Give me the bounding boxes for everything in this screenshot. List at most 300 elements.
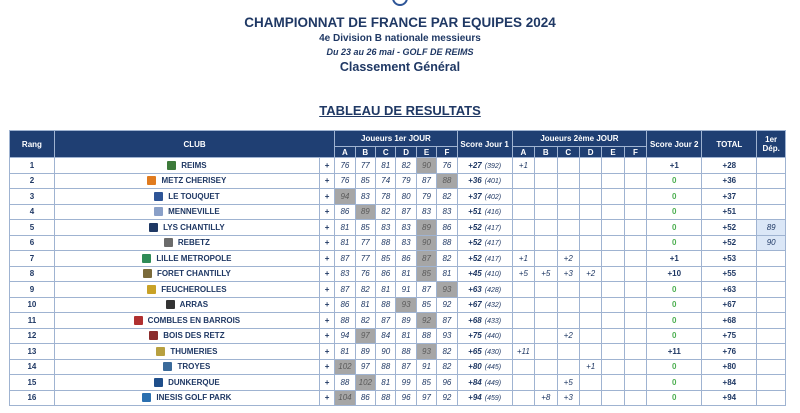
col-player-day2-e: E xyxy=(602,147,624,158)
score-cell: 83 xyxy=(335,266,355,282)
score-cell: 97 xyxy=(355,359,375,375)
day2-score-cell xyxy=(579,328,601,344)
total-cell: +67 xyxy=(702,297,757,313)
day2-score-cell xyxy=(557,235,579,251)
day2-score-cell xyxy=(602,158,624,174)
club-cell xyxy=(54,266,319,282)
depart-cell xyxy=(757,375,786,391)
score-cell: 84 xyxy=(376,328,396,344)
club-logo-icon xyxy=(143,269,152,278)
club-name: LILLE METROPOLE xyxy=(156,253,232,263)
score-cell: 85 xyxy=(355,173,375,189)
depart-cell xyxy=(757,158,786,174)
depart-cell xyxy=(757,173,786,189)
day2-score-cell xyxy=(624,266,646,282)
rank-cell: 16 xyxy=(10,390,55,406)
score-jour1-strokes: (392) xyxy=(484,162,502,170)
dropped-score-cell: 97 xyxy=(355,328,375,344)
depart-cell xyxy=(757,313,786,329)
score-jour1-strokes: (402) xyxy=(484,193,502,201)
expand-button[interactable]: + xyxy=(319,390,334,406)
rank-cell: 15 xyxy=(10,375,55,391)
club-cell xyxy=(54,359,319,375)
score-cell: 76 xyxy=(335,173,355,189)
expand-button[interactable]: + xyxy=(319,158,334,174)
day2-score-cell xyxy=(579,158,601,174)
col-score-jour1: Score Jour 1 xyxy=(457,131,512,158)
day2-score-cell xyxy=(535,158,557,174)
score-cell: 81 xyxy=(396,328,416,344)
day2-score-cell xyxy=(512,235,534,251)
score-jour1-value: +27 xyxy=(468,160,482,170)
day2-score-cell xyxy=(624,173,646,189)
expand-button[interactable]: + xyxy=(319,328,334,344)
total-cell: +52 xyxy=(702,220,757,236)
day2-score-cell xyxy=(535,359,557,375)
rank-cell: 7 xyxy=(10,251,55,267)
score-cell: 92 xyxy=(437,390,457,406)
club-cell xyxy=(54,344,319,360)
day2-score-cell xyxy=(535,251,557,267)
expand-button[interactable]: + xyxy=(319,251,334,267)
score-jour1-strokes: (459) xyxy=(484,395,502,403)
col-player-day1-a: A xyxy=(335,147,355,158)
club-logo-icon xyxy=(149,223,158,232)
table-row xyxy=(10,313,786,329)
score-jour2-cell: 0 xyxy=(647,375,702,391)
depart-cell xyxy=(757,390,786,406)
score-jour2-cell: 0 xyxy=(647,359,702,375)
day2-score-cell xyxy=(512,282,534,298)
day2-score-cell xyxy=(602,189,624,205)
dropped-score-cell: 93 xyxy=(396,297,416,313)
club-cell xyxy=(54,189,319,205)
score-cell: 86 xyxy=(335,297,355,313)
day2-score-cell xyxy=(557,173,579,189)
score-jour2-cell: 0 xyxy=(647,220,702,236)
score-jour1-value: +37 xyxy=(468,191,482,201)
club-cell xyxy=(54,313,319,329)
score-cell: 91 xyxy=(416,359,436,375)
col-score-jour2: Score Jour 2 xyxy=(647,131,702,158)
col-joueurs-jour2: Joueurs 2ème JOUR xyxy=(512,131,647,147)
score-cell: 82 xyxy=(396,158,416,174)
club-cell xyxy=(54,390,319,406)
club-logo-icon xyxy=(154,207,163,216)
expand-button[interactable]: + xyxy=(319,266,334,282)
score-jour1-value: +52 xyxy=(468,222,482,232)
day2-score-cell xyxy=(602,313,624,329)
day2-score-cell xyxy=(624,344,646,360)
score-cell: 82 xyxy=(376,204,396,220)
dropped-score-cell: 92 xyxy=(416,313,436,329)
table-row xyxy=(10,204,786,220)
club-logo-icon xyxy=(156,347,165,356)
col-player-day2-d: D xyxy=(579,147,601,158)
day2-score-cell xyxy=(579,390,601,406)
score-cell: 74 xyxy=(376,173,396,189)
score-cell: 76 xyxy=(335,158,355,174)
expand-button[interactable]: + xyxy=(319,204,334,220)
score-jour2-cell: 0 xyxy=(647,189,702,205)
club-cell xyxy=(54,173,319,189)
dropped-score-cell: 102 xyxy=(335,359,355,375)
table-row xyxy=(10,158,786,174)
day2-score-cell xyxy=(579,251,601,267)
day2-score-cell xyxy=(512,173,534,189)
score-cell: 86 xyxy=(376,266,396,282)
score-cell: 88 xyxy=(376,390,396,406)
day2-score-cell xyxy=(624,297,646,313)
col-club: CLUB xyxy=(54,131,334,158)
day2-score-cell xyxy=(602,251,624,267)
day2-score-cell: +1 xyxy=(579,359,601,375)
dropped-score-cell: 87 xyxy=(416,251,436,267)
dropped-score-cell: 90 xyxy=(416,235,436,251)
club-logo-icon xyxy=(147,285,156,294)
day2-score-cell xyxy=(579,313,601,329)
table-row xyxy=(10,359,786,375)
dropped-score-cell: 102 xyxy=(355,375,375,391)
club-name: LE TOUQUET xyxy=(168,191,220,201)
dropped-score-cell: 88 xyxy=(437,173,457,189)
score-jour2-cell: 0 xyxy=(647,204,702,220)
day2-score-cell xyxy=(557,344,579,360)
score-cell: 91 xyxy=(396,282,416,298)
score-cell: 99 xyxy=(396,375,416,391)
score-jour2-cell: +1 xyxy=(647,158,702,174)
score-jour1-strokes: (428) xyxy=(484,286,502,294)
day2-score-cell xyxy=(579,375,601,391)
col-depart: 1er Dép. xyxy=(757,131,786,158)
day2-score-cell xyxy=(602,235,624,251)
score-jour2-cell: 0 xyxy=(647,313,702,329)
expand-button[interactable]: + xyxy=(319,297,334,313)
day2-score-cell xyxy=(624,251,646,267)
score-cell: 87 xyxy=(396,204,416,220)
score-jour1-cell xyxy=(457,359,512,375)
score-cell: 83 xyxy=(396,220,416,236)
day2-score-cell xyxy=(624,375,646,391)
club-logo-icon xyxy=(163,362,172,371)
score-cell: 86 xyxy=(355,390,375,406)
depart-cell xyxy=(757,266,786,282)
score-cell: 94 xyxy=(335,328,355,344)
day2-score-cell xyxy=(535,282,557,298)
score-jour2-cell: +1 xyxy=(647,251,702,267)
total-cell: +76 xyxy=(702,344,757,360)
expand-button[interactable]: + xyxy=(319,359,334,375)
score-jour1-value: +52 xyxy=(468,253,482,263)
day2-score-cell xyxy=(624,328,646,344)
depart-cell xyxy=(757,189,786,205)
day2-score-cell xyxy=(624,204,646,220)
score-cell: 80 xyxy=(396,189,416,205)
table-row xyxy=(10,173,786,189)
rank-cell: 10 xyxy=(10,297,55,313)
club-cell xyxy=(54,220,319,236)
day2-score-cell: +5 xyxy=(557,375,579,391)
day2-score-cell xyxy=(579,173,601,189)
day2-score-cell: +11 xyxy=(512,344,534,360)
score-cell: 88 xyxy=(416,328,436,344)
day2-score-cell xyxy=(512,359,534,375)
club-name: TROYES xyxy=(177,362,211,372)
day2-score-cell xyxy=(557,204,579,220)
rank-cell: 6 xyxy=(10,235,55,251)
dropped-score-cell: 94 xyxy=(335,189,355,205)
day2-score-cell: +3 xyxy=(557,266,579,282)
score-jour1-cell xyxy=(457,158,512,174)
score-jour1-strokes: (417) xyxy=(484,224,502,232)
dropped-score-cell: 89 xyxy=(416,220,436,236)
score-cell: 88 xyxy=(335,375,355,391)
expand-button[interactable]: + xyxy=(319,220,334,236)
rank-cell: 1 xyxy=(10,158,55,174)
club-logo-icon xyxy=(142,393,151,402)
club-name: FEUCHEROLLES xyxy=(161,284,227,294)
dropped-score-cell: 93 xyxy=(416,344,436,360)
score-jour1-value: +52 xyxy=(468,238,482,248)
day2-score-cell xyxy=(579,344,601,360)
dropped-score-cell: 104 xyxy=(335,390,355,406)
score-cell: 85 xyxy=(376,251,396,267)
score-cell: 81 xyxy=(437,266,457,282)
table-row xyxy=(10,344,786,360)
score-cell: 81 xyxy=(335,344,355,360)
day2-score-cell xyxy=(512,189,534,205)
col-player-day2-f: F xyxy=(624,147,646,158)
col-player-day2-c: C xyxy=(557,147,579,158)
score-jour1-cell xyxy=(457,390,512,406)
score-jour1-cell xyxy=(457,235,512,251)
score-cell: 96 xyxy=(396,390,416,406)
score-cell: 83 xyxy=(376,220,396,236)
total-cell: +53 xyxy=(702,251,757,267)
col-rang: Rang xyxy=(10,131,55,158)
event-dates: Du 23 au 26 mai - GOLF DE REIMS xyxy=(326,47,474,57)
score-cell: 88 xyxy=(396,344,416,360)
score-cell: 82 xyxy=(437,189,457,205)
score-cell: 96 xyxy=(437,375,457,391)
club-name: REBETZ xyxy=(177,238,210,248)
expand-button[interactable]: + xyxy=(319,344,334,360)
day2-score-cell: +8 xyxy=(535,390,557,406)
score-cell: 87 xyxy=(396,359,416,375)
day2-score-cell xyxy=(512,390,534,406)
score-jour2-cell: 0 xyxy=(647,235,702,251)
club-logo-icon xyxy=(154,378,163,387)
expand-button[interactable]: + xyxy=(319,189,334,205)
expand-button[interactable]: + xyxy=(319,282,334,298)
table-row xyxy=(10,189,786,205)
day2-score-cell xyxy=(602,390,624,406)
score-cell: 88 xyxy=(376,297,396,313)
day2-score-cell: +5 xyxy=(512,266,534,282)
club-name: MENNEVILLE xyxy=(168,207,220,217)
score-cell: 93 xyxy=(437,328,457,344)
club-cell xyxy=(54,235,319,251)
score-jour1-value: +36 xyxy=(468,176,482,186)
day2-score-cell: +1 xyxy=(512,251,534,267)
table-row xyxy=(10,375,786,391)
score-cell: 81 xyxy=(376,375,396,391)
score-jour1-value: +94 xyxy=(468,393,482,403)
club-logo-icon xyxy=(167,161,176,170)
depart-cell xyxy=(757,297,786,313)
score-jour1-cell xyxy=(457,204,512,220)
score-cell: 87 xyxy=(416,173,436,189)
club-logo-icon xyxy=(142,254,151,263)
expand-button[interactable]: + xyxy=(319,375,334,391)
score-cell: 81 xyxy=(335,220,355,236)
page-title: CHAMPIONNAT DE FRANCE PAR EQUIPES 2024 xyxy=(244,15,556,30)
score-jour1-cell xyxy=(457,251,512,267)
col-player-day1-d: D xyxy=(396,147,416,158)
day2-score-cell: +2 xyxy=(557,251,579,267)
expand-button[interactable]: + xyxy=(319,235,334,251)
rank-cell: 12 xyxy=(10,328,55,344)
club-name: THUMERIES xyxy=(170,346,218,356)
day2-score-cell xyxy=(557,220,579,236)
day2-score-cell xyxy=(512,375,534,391)
total-cell: +55 xyxy=(702,266,757,282)
table-row xyxy=(10,220,786,236)
score-cell: 85 xyxy=(355,220,375,236)
table-row xyxy=(10,251,786,267)
score-jour1-value: +67 xyxy=(468,300,482,310)
day2-score-cell xyxy=(512,297,534,313)
score-jour1-cell xyxy=(457,375,512,391)
score-cell: 81 xyxy=(376,282,396,298)
score-jour1-value: +84 xyxy=(468,377,482,387)
depart-cell xyxy=(757,204,786,220)
score-cell: 77 xyxy=(355,235,375,251)
total-cell: +80 xyxy=(702,359,757,375)
score-cell: 81 xyxy=(355,297,375,313)
score-jour1-value: +80 xyxy=(468,362,482,372)
day2-score-cell: +1 xyxy=(512,158,534,174)
day2-score-cell xyxy=(579,204,601,220)
day2-score-cell xyxy=(535,189,557,205)
day2-score-cell: +2 xyxy=(579,266,601,282)
club-logo-icon xyxy=(149,331,158,340)
table-row xyxy=(10,282,786,298)
col-player-day1-b: B xyxy=(355,147,375,158)
score-cell: 86 xyxy=(437,220,457,236)
score-cell: 88 xyxy=(376,359,396,375)
col-player-day1-c: C xyxy=(376,147,396,158)
day2-score-cell xyxy=(579,235,601,251)
day2-score-cell xyxy=(602,344,624,360)
score-cell: 81 xyxy=(396,266,416,282)
day2-score-cell xyxy=(624,313,646,329)
score-cell: 82 xyxy=(437,344,457,360)
score-jour1-cell xyxy=(457,266,512,282)
score-jour2-cell: 0 xyxy=(647,282,702,298)
depart-cell xyxy=(757,282,786,298)
score-cell: 82 xyxy=(437,359,457,375)
day2-score-cell: +2 xyxy=(557,328,579,344)
club-cell xyxy=(54,297,319,313)
day2-score-cell xyxy=(557,297,579,313)
score-jour2-cell: 0 xyxy=(647,173,702,189)
day2-score-cell xyxy=(557,359,579,375)
score-cell: 77 xyxy=(355,251,375,267)
club-cell xyxy=(54,204,319,220)
division-subtitle: 4e Division B nationale messieurs xyxy=(319,33,481,44)
score-cell: 87 xyxy=(335,251,355,267)
score-jour1-strokes: (417) xyxy=(484,255,502,263)
total-cell: +37 xyxy=(702,189,757,205)
club-name: ARRAS xyxy=(179,300,209,310)
club-cell xyxy=(54,251,319,267)
score-jour1-strokes: (432) xyxy=(484,302,502,310)
expand-button[interactable]: + xyxy=(319,173,334,189)
score-jour1-strokes: (433) xyxy=(484,317,502,325)
total-cell: +28 xyxy=(702,158,757,174)
day2-score-cell xyxy=(579,189,601,205)
rank-cell: 2 xyxy=(10,173,55,189)
day2-score-cell xyxy=(579,220,601,236)
day2-score-cell xyxy=(557,158,579,174)
score-jour2-cell: +10 xyxy=(647,266,702,282)
day2-score-cell xyxy=(512,220,534,236)
day2-score-cell xyxy=(535,220,557,236)
score-cell: 86 xyxy=(396,251,416,267)
rank-cell: 4 xyxy=(10,204,55,220)
rank-cell: 5 xyxy=(10,220,55,236)
day2-score-cell xyxy=(602,282,624,298)
score-cell: 89 xyxy=(396,313,416,329)
day2-score-cell xyxy=(557,282,579,298)
score-jour1-value: +63 xyxy=(468,284,482,294)
score-cell: 87 xyxy=(335,282,355,298)
day2-score-cell xyxy=(602,220,624,236)
day2-score-cell xyxy=(512,328,534,344)
day2-score-cell xyxy=(624,189,646,205)
score-cell: 76 xyxy=(355,266,375,282)
score-cell: 88 xyxy=(376,235,396,251)
table-row xyxy=(10,235,786,251)
score-jour1-strokes: (417) xyxy=(484,240,502,248)
total-cell: +75 xyxy=(702,328,757,344)
total-cell: +84 xyxy=(702,375,757,391)
total-cell: +51 xyxy=(702,204,757,220)
day2-score-cell xyxy=(602,328,624,344)
depart-cell xyxy=(757,251,786,267)
total-cell: +68 xyxy=(702,313,757,329)
day2-score-cell: +5 xyxy=(535,266,557,282)
day2-score-cell xyxy=(602,375,624,391)
day2-score-cell xyxy=(624,359,646,375)
day2-score-cell xyxy=(535,204,557,220)
day2-score-cell xyxy=(557,189,579,205)
score-cell: 86 xyxy=(335,204,355,220)
rank-cell: 8 xyxy=(10,266,55,282)
col-player-day2-b: B xyxy=(535,147,557,158)
score-jour1-value: +45 xyxy=(468,269,482,279)
depart-cell xyxy=(757,328,786,344)
expand-button[interactable]: + xyxy=(319,313,334,329)
score-cell: 89 xyxy=(355,344,375,360)
col-total: TOTAL xyxy=(702,131,757,158)
club-logo-icon xyxy=(147,176,156,185)
score-jour1-cell xyxy=(457,189,512,205)
club-name: REIMS xyxy=(181,160,207,170)
col-player-day2-a: A xyxy=(512,147,534,158)
day2-score-cell xyxy=(535,313,557,329)
